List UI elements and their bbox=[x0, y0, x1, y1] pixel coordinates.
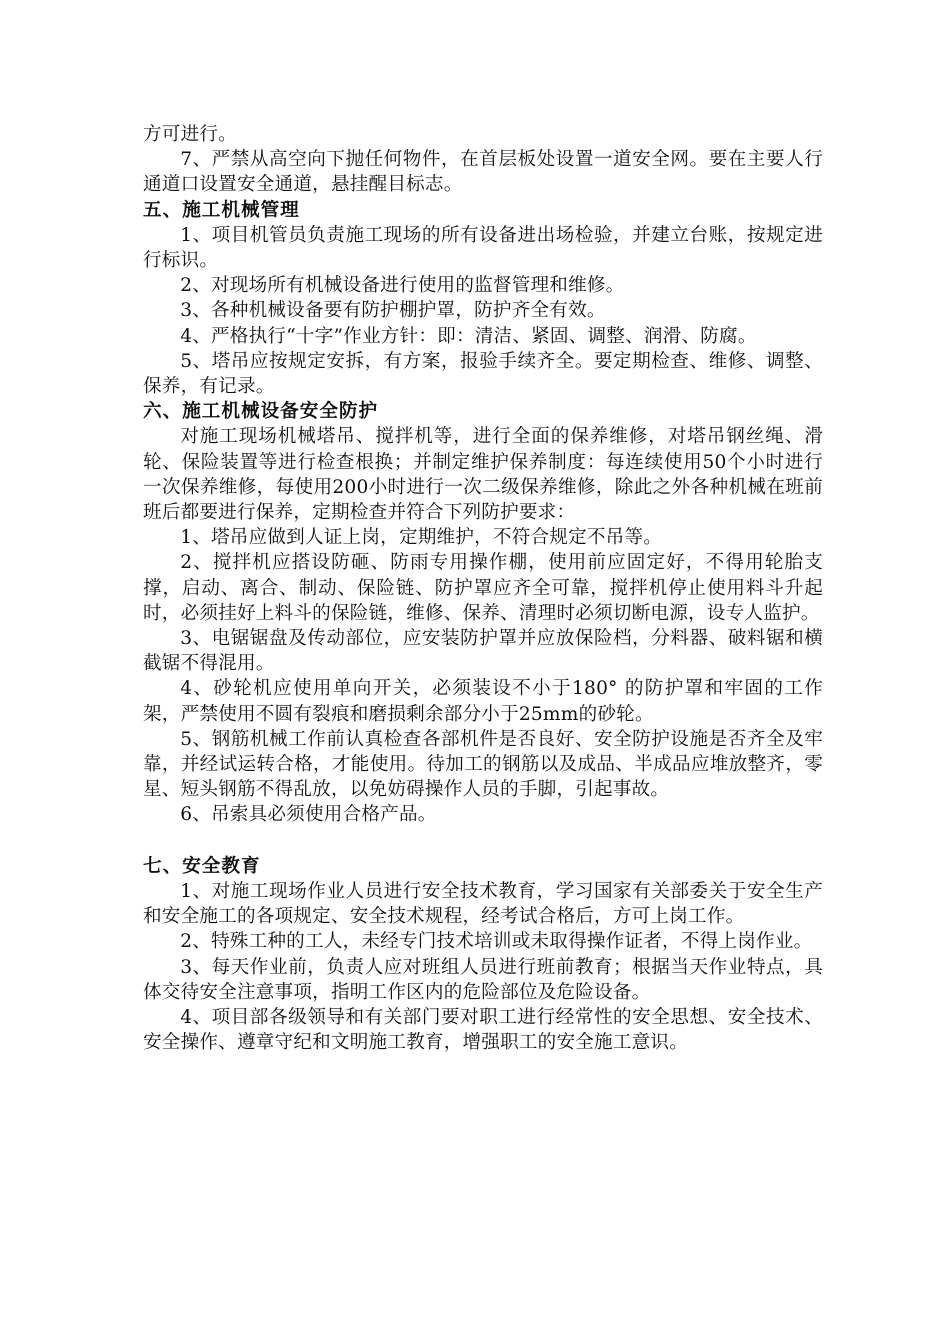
paragraph-item-7: 7、严禁从高空向下抛任何物件，在首层板处设置一道安全网。要在主要人行通道口设置安全通道，悬挂醒目标志。 bbox=[143, 149, 823, 196]
section7-item-1: 1、对施工现场作业人员进行安全技术教育，学习国家有关部委关于安全生产和安全施工的各项规定、安全技术规程，经考试合格后，方可上岗工作。 bbox=[143, 880, 823, 928]
section5-item-3: 3、各种机械设备要有防护棚护罩，防护齐全有效。 bbox=[180, 300, 606, 322]
section-heading-6: 六、施工机械设备安全防护 bbox=[143, 401, 379, 423]
section6-item-6: 6、吊索具必须使用合格产品。 bbox=[180, 804, 437, 826]
section7-item-4: 4、项目部各级领导和有关部门要对职工进行经常性的安全思想、安全技术、安全操作、遵章守纪和文明施工教育，增强职工的安全施工意识。 bbox=[143, 1006, 823, 1054]
section6-item-3: 3、电锯锯盘及传动部位，应安装防护罩并应放保险档，分料器、破料锯和横截锯不得混用。 bbox=[143, 628, 823, 675]
section6-item-1: 1、塔吊应做到人证上岗，定期维护，不符合规定不吊等。 bbox=[180, 527, 663, 549]
document-page bbox=[143, 122, 823, 1055]
section5-item-4: 4、严格执行“十字”作业方针：即：清洁、紧固、调整、润滑、防腐。 bbox=[180, 325, 757, 347]
section-heading-7: 七、安全教育 bbox=[143, 855, 261, 877]
section5-item-2: 2、对现场所有机械设备进行使用的监督管理和维修。 bbox=[180, 275, 625, 297]
paragraph-continuation: 方可进行。 bbox=[143, 124, 237, 145]
section7-item-3: 3、每天作业前，负责人应对班组人员进行班前教育；根据当天作业特点，具体交待安全注意事项，指明工作区内的危险部位及危险设备。 bbox=[143, 956, 823, 1003]
section-spacer bbox=[143, 828, 823, 854]
section6-item-2: 2、搅拌机应搭设防砸、防雨专用操作棚，使用前应固定好，不得用轮胎支撑，启动、离合、制动、保险链、防护罩应齐全可靠，搅拌机停止使用料斗升起时，必须挂好上料斗的保险链，维修、保养、清理时必须切断电源，设专人监护。 bbox=[143, 552, 823, 624]
section5-item-5: 5、塔吊应按规定安拆，有方案，报验手续齐全。要定期检查、维修、调整、保养，有记录。 bbox=[143, 350, 823, 398]
section-heading-5: 五、施工机械管理 bbox=[143, 199, 300, 221]
section6-item-4: 4、砂轮机应使用单向开关，必须装设不小于180° 的防护罩和牢固的工作架，严禁使用不圆有裂痕和磨损剩余部分小于25mm的砂轮。 bbox=[143, 678, 823, 725]
section6-intro: 对施工现场机械塔吊、搅拌机等，进行全面的保养维修，对塔吊钢丝绳、滑轮、保险装置等进行检查根换；并制定维护保养制度：每连续使用50个小时进行一次保养维修，每使用200小时进行一次二级保养维修，除此之外各种机械在班前班后都要进行保养，定期检查并符合下列防护要求： bbox=[143, 426, 823, 524]
section6-item-5: 5、钢筋机械工作前认真检查各部机件是否良好、安全防护设施是否齐全及牢靠，并经试运转合格，才能使用。待加工的钢筋以及成品、半成品应堆放整齐，零星、短头钢筋不得乱放，以免妨碍操作人员的手脚，引起事故。 bbox=[143, 728, 823, 801]
section7-item-2: 2、特殊工种的工人，未经专门技术培训或未取得操作证者，不得上岗作业。 bbox=[180, 931, 813, 953]
section5-item-1: 1、项目机管员负责施工现场的所有设备进出场检验，并建立台账，按规定进行标识。 bbox=[143, 224, 823, 272]
